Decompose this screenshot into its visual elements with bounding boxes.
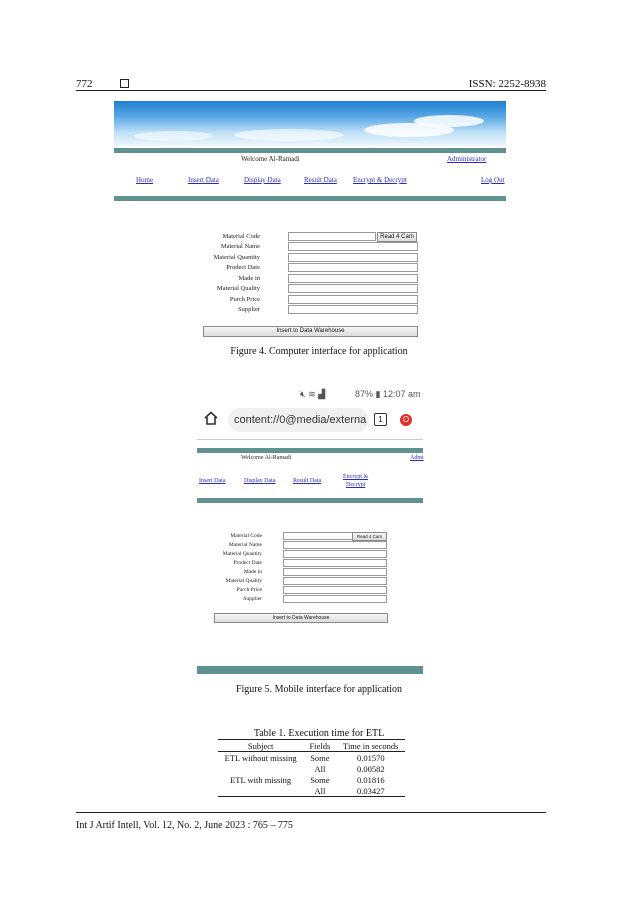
label-material-quantity: Material Quantity bbox=[213, 254, 260, 261]
mobile-input-prodect-date[interactable] bbox=[283, 559, 387, 567]
teal-bar-top bbox=[114, 148, 506, 153]
mobile-teal-bar-mid bbox=[197, 498, 423, 503]
input-purch-price[interactable] bbox=[288, 295, 418, 304]
table-row bbox=[218, 774, 405, 785]
journal-footer: Int J Artif Intell, Vol. 12, No. 2, June 2023 : 765 – 775 bbox=[76, 820, 293, 831]
cell-fields: Some bbox=[310, 752, 330, 763]
mobile-label-purch-price: Purch Price bbox=[236, 587, 262, 593]
mobile-input-supplier[interactable] bbox=[283, 595, 387, 603]
header-fields: Fields bbox=[309, 740, 331, 751]
banner-sky-image bbox=[114, 101, 506, 146]
input-prodect-date[interactable] bbox=[288, 263, 418, 272]
input-material-quality[interactable] bbox=[288, 284, 418, 293]
cell-fields: All bbox=[314, 763, 326, 774]
header-rule bbox=[76, 90, 546, 91]
mobile-insert-to-data-warehouse-button[interactable]: Insert to Data Warehouse bbox=[214, 613, 388, 623]
mobile-input-material-quality[interactable] bbox=[283, 577, 387, 585]
cell-time: 0.00582 bbox=[356, 763, 385, 774]
nav-display-data[interactable]: Display Data bbox=[244, 176, 281, 184]
nav-insert-data[interactable]: Insert Data bbox=[188, 176, 219, 184]
mobile-input-material-code[interactable] bbox=[283, 532, 353, 540]
mobile-input-material-quantity[interactable] bbox=[283, 550, 387, 558]
input-supplier[interactable] bbox=[288, 305, 418, 314]
mobile-welcome-text: Welcome Al-Ramadi bbox=[241, 455, 292, 461]
header-subject: Subject bbox=[247, 740, 274, 751]
mobile-label-prodect-date: Prodect Date bbox=[233, 560, 262, 566]
mobile-input-material-name[interactable] bbox=[283, 541, 387, 549]
nav-home[interactable]: Home bbox=[136, 176, 154, 184]
cell-fields: All bbox=[314, 785, 326, 796]
mobile-label-material-code: Material Code bbox=[230, 533, 262, 539]
signal-icon: ▟ bbox=[318, 389, 326, 399]
mobile-read-4-cam-button[interactable]: Read 4 Cam bbox=[352, 532, 387, 541]
cell-subject bbox=[218, 763, 303, 774]
table-header-row bbox=[218, 740, 405, 752]
mobile-label-material-name: Material Name bbox=[228, 542, 262, 548]
header-time: Time in seconds bbox=[343, 740, 399, 751]
cell-time: 0.01570 bbox=[356, 752, 385, 763]
mobile-input-purch-price[interactable] bbox=[283, 586, 387, 594]
mobile-label-material-quality: Material Quality bbox=[225, 578, 262, 584]
label-supplier: Supplier bbox=[237, 306, 260, 313]
input-material-code[interactable] bbox=[288, 232, 376, 241]
footer-rule bbox=[76, 812, 546, 813]
insert-to-data-warehouse-button[interactable]: Insert to Data Warehouse bbox=[203, 326, 418, 337]
mobile-nav-display-data[interactable]: Display Data bbox=[244, 478, 276, 484]
page-number: 772 bbox=[76, 78, 93, 90]
mobile-nav-result-data[interactable]: Result Data bbox=[293, 478, 322, 484]
mobile-nav-decrypt[interactable]: Decrypt bbox=[346, 482, 366, 488]
label-material-name: Material Name bbox=[220, 243, 260, 250]
opera-icon[interactable]: O bbox=[400, 414, 412, 426]
nav-result-data[interactable]: Result Data bbox=[304, 176, 337, 184]
table-row bbox=[218, 785, 405, 797]
tab-count[interactable]: 1 bbox=[374, 413, 387, 426]
mobile-admin-link[interactable]: Admi bbox=[410, 455, 424, 461]
label-made-in: Made in bbox=[238, 275, 260, 282]
url-bar[interactable]: content://0@media/externa bbox=[228, 408, 369, 432]
cell-time: 0.01816 bbox=[356, 774, 385, 785]
cell-subject: ETL without missing bbox=[224, 752, 297, 763]
label-purch-price: Purch Price bbox=[229, 296, 260, 303]
mobile-nav-encrypt[interactable]: Encrypt & bbox=[343, 474, 369, 480]
mobile-nav-insert-data[interactable]: Insert Data bbox=[199, 478, 226, 484]
figure4-caption: Figure 4. Computer interface for application bbox=[230, 346, 408, 357]
status-icons bbox=[300, 389, 325, 400]
mobile-label-supplier: Supplier bbox=[243, 596, 262, 602]
mobile-teal-bar-bottom bbox=[197, 666, 423, 674]
label-material-code: Material Code bbox=[222, 233, 260, 240]
read-4-cam-button[interactable]: Read 4 Cam bbox=[377, 232, 417, 242]
mobile-input-made-in[interactable] bbox=[283, 568, 387, 576]
administrator-link[interactable]: Administrator bbox=[447, 155, 487, 163]
issn: ISSN: 2252-8938 bbox=[468, 78, 546, 90]
table1-title: Table 1. Execution time for ETL bbox=[253, 728, 385, 739]
label-material-quality: Material Quality bbox=[216, 285, 260, 292]
mobile-label-material-quantity: Material Quantity bbox=[222, 551, 262, 557]
mute-icon: 🔇︎ bbox=[300, 389, 306, 399]
cell-fields: Some bbox=[310, 774, 330, 785]
cell-time: 0.03427 bbox=[356, 785, 385, 796]
figure5-caption: Figure 5. Mobile interface for application bbox=[235, 684, 403, 695]
table-row bbox=[218, 763, 405, 774]
teal-bar-bottom bbox=[114, 196, 506, 201]
etl-table bbox=[218, 740, 405, 797]
mobile-label-made-in: Made in bbox=[243, 569, 262, 575]
cell-subject bbox=[218, 785, 303, 797]
wifi-icon: ≋ bbox=[308, 389, 316, 399]
input-material-quantity[interactable] bbox=[288, 253, 418, 262]
nav-log-out[interactable]: Log Out bbox=[481, 176, 505, 184]
table-row bbox=[218, 752, 405, 764]
welcome-text: Welcome Al-Ramadi bbox=[241, 155, 300, 163]
browser-divider bbox=[197, 439, 423, 440]
label-prodect-date: Prodect Date bbox=[226, 264, 260, 271]
nav-encrypt-decrypt[interactable]: Encrypt & Decrypt bbox=[353, 176, 407, 184]
input-material-name[interactable] bbox=[288, 242, 418, 251]
input-made-in[interactable] bbox=[288, 274, 418, 283]
mobile-teal-bar-top bbox=[197, 448, 423, 453]
cell-subject: ETL with missing bbox=[230, 774, 292, 785]
status-text: 87% ▮ 12:07 am bbox=[355, 389, 421, 399]
home-icon[interactable] bbox=[203, 410, 219, 426]
